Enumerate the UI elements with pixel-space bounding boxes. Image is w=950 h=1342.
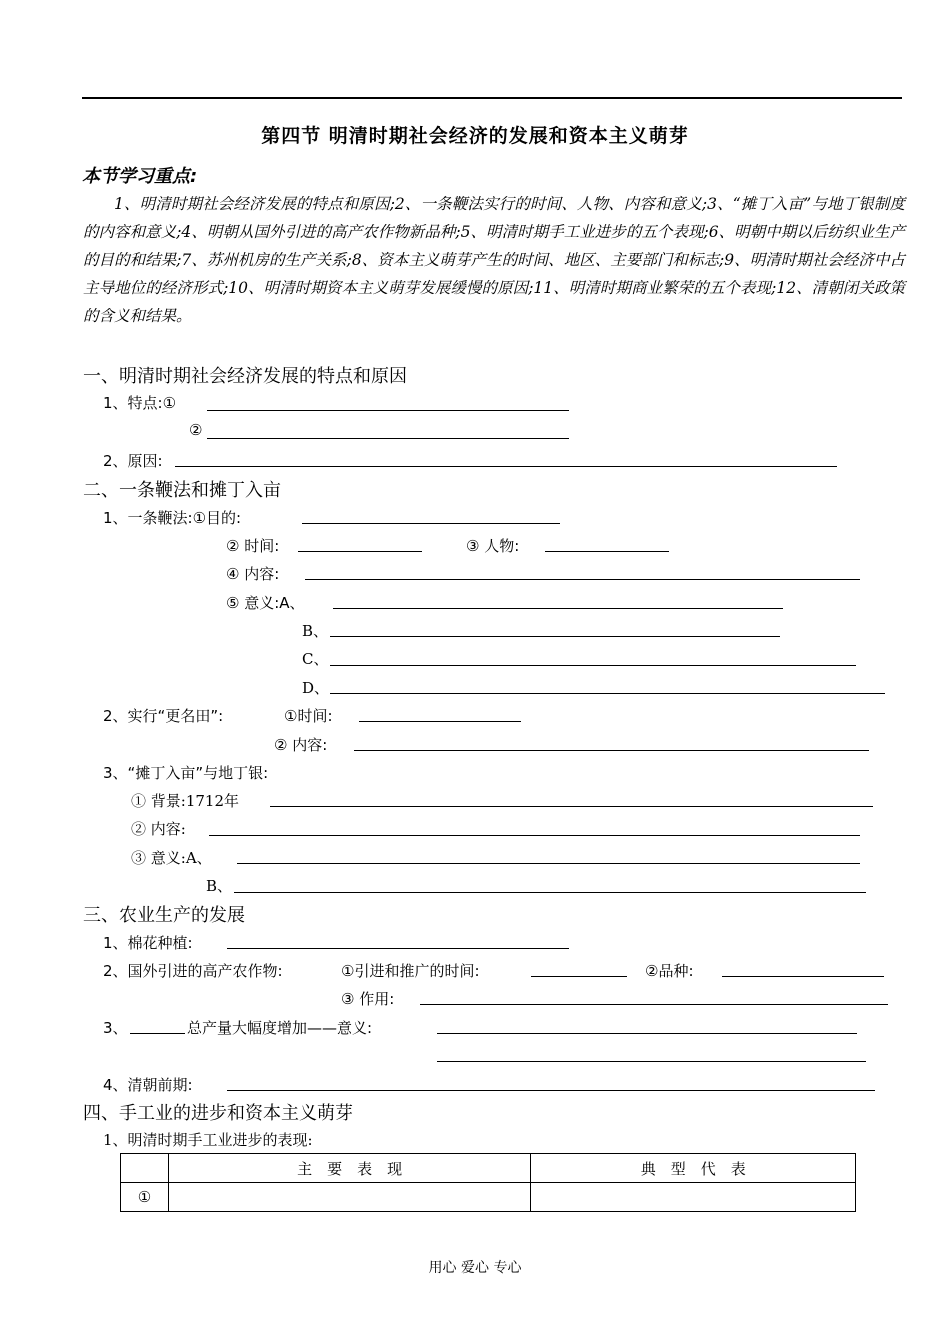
tanding-background-label: ① 背景:1712年 — [131, 792, 239, 810]
table-header-row — [121, 1154, 856, 1183]
yitiao-content-blank[interactable] — [305, 579, 860, 580]
yitiao-meaning-b-blank[interactable] — [330, 636, 780, 637]
yitiao-meaning-a-blank[interactable] — [333, 608, 783, 609]
section-3-heading: 三、农业生产的发展 — [83, 905, 245, 926]
yitiao-time-blank[interactable] — [298, 551, 422, 552]
features-2-label: ② — [189, 421, 203, 439]
yitiao-label: 1、一条鞭法:①目的: — [103, 509, 242, 527]
output-suffix: 总产量大幅度增加——意义: — [187, 1019, 373, 1037]
features-label: 1、特点:① — [103, 394, 177, 412]
yitiao-meaning-c-blank[interactable] — [330, 665, 856, 666]
yitiao-meaning-b-label: B、 — [302, 622, 329, 640]
reasons-label: 2、原因: — [103, 452, 163, 470]
yitiao-person-blank[interactable] — [545, 551, 669, 552]
tanding-meaning-label: ③ 意义:A、 — [131, 849, 212, 867]
qing-blank[interactable] — [227, 1090, 875, 1091]
yitiao-purpose-blank[interactable] — [302, 523, 560, 524]
cotton-blank[interactable] — [227, 948, 569, 949]
table-cell[interactable] — [168, 1183, 530, 1212]
gengming-label: 2、实行“更名田”: — [103, 707, 224, 725]
tanding-meaning-a-blank[interactable] — [237, 863, 860, 864]
yitiao-person-label: ③ 人物: — [466, 537, 520, 555]
table-header-cell: 典 型 代 表 — [531, 1154, 856, 1183]
gengming-time-blank[interactable] — [359, 721, 521, 722]
yitiao-meaning-d-blank[interactable] — [330, 693, 885, 694]
section-2-heading: 二、一条鞭法和摊丁入亩 — [83, 480, 281, 501]
gengming-content-label: ② 内容: — [274, 736, 328, 754]
tanding-background-blank[interactable] — [270, 806, 873, 807]
cotton-label: 1、棉花种植: — [103, 934, 193, 952]
qing-label: 4、清朝前期: — [103, 1076, 193, 1094]
crops-effect-label: ③ 作用: — [341, 990, 395, 1008]
handicraft-table — [120, 1153, 856, 1212]
crops-variety-label: ②品种: — [645, 962, 694, 980]
reasons-blank[interactable] — [175, 466, 837, 467]
section-4-sub1: 1、明清时期手工业进步的表现: — [103, 1131, 313, 1149]
table-header-cell: 主 要 表 现 — [168, 1154, 530, 1183]
tanding-meaning-b-blank[interactable] — [234, 892, 866, 893]
page-footer: 用心 爱心 专心 — [428, 1260, 522, 1276]
focus-text: 1、明清时期社会经济发展的特点和原因;2、一条鞭法实行的时间、人物、内容和意义;3、“摊丁入亩”与地丁银制度的内容和意义;4、明朝从国外引进的高产农作物新品种;5、明清时期手工业进步的五个表现;6、明朝中期以后纺织业生产的目的和结果;7、苏州机房的生产关系;8、资本主义萌芽产生的时间、地区、主要部门和标志;9、明清时期社会经济中占主导地位的经济形式;10、明清时期资本主义萌芽发展缓慢的原因;11、明清时期商业繁荣的五个表现;12、清朝闭关政策的含义和结果。 — [83, 195, 905, 325]
yitiao-meaning-d-label: D、 — [302, 679, 330, 697]
table-row — [121, 1183, 856, 1212]
section-1-heading: 一、明清时期社会经济发展的特点和原因 — [83, 366, 407, 387]
gengming-content-blank[interactable] — [354, 750, 869, 751]
gengming-time-label: ①时间: — [284, 707, 333, 725]
output-prefix: 3、 — [103, 1019, 128, 1037]
output-crop-blank[interactable] — [130, 1033, 185, 1034]
focus-heading: 本节学习重点: — [82, 166, 198, 187]
yitiao-meaning-label: ⑤ 意义:A、 — [226, 594, 305, 612]
features-2-blank[interactable] — [207, 438, 569, 439]
top-rule — [82, 97, 902, 99]
table-cell[interactable] — [531, 1183, 856, 1212]
tanding-meaning-b-label: B、 — [206, 877, 233, 895]
yitiao-time-label: ② 时间: — [226, 537, 280, 555]
yitiao-content-label: ④ 内容: — [226, 565, 280, 583]
crops-time-label: ①引进和推广的时间: — [341, 962, 480, 980]
table-header-cell — [121, 1154, 169, 1183]
tanding-label: 3、“摊丁入亩”与地丁银: — [103, 764, 269, 782]
output-meaning-blank-2[interactable] — [437, 1061, 866, 1062]
yitiao-meaning-c-label: C、 — [302, 650, 329, 668]
crops-time-blank[interactable] — [531, 976, 627, 977]
table-cell: ① — [121, 1183, 169, 1212]
tanding-content-label: ② 内容: — [131, 820, 186, 838]
section-4-heading: 四、手工业的进步和资本主义萌芽 — [83, 1103, 353, 1124]
crops-label: 2、国外引进的高产农作物: — [103, 962, 283, 980]
features-1-blank[interactable] — [207, 410, 569, 411]
page-title: 第四节 明清时期社会经济的发展和资本主义萌芽 — [261, 125, 689, 147]
output-meaning-blank-1[interactable] — [437, 1033, 857, 1034]
crops-variety-blank[interactable] — [722, 976, 884, 977]
crops-effect-blank[interactable] — [420, 1004, 888, 1005]
tanding-content-blank[interactable] — [209, 835, 860, 836]
